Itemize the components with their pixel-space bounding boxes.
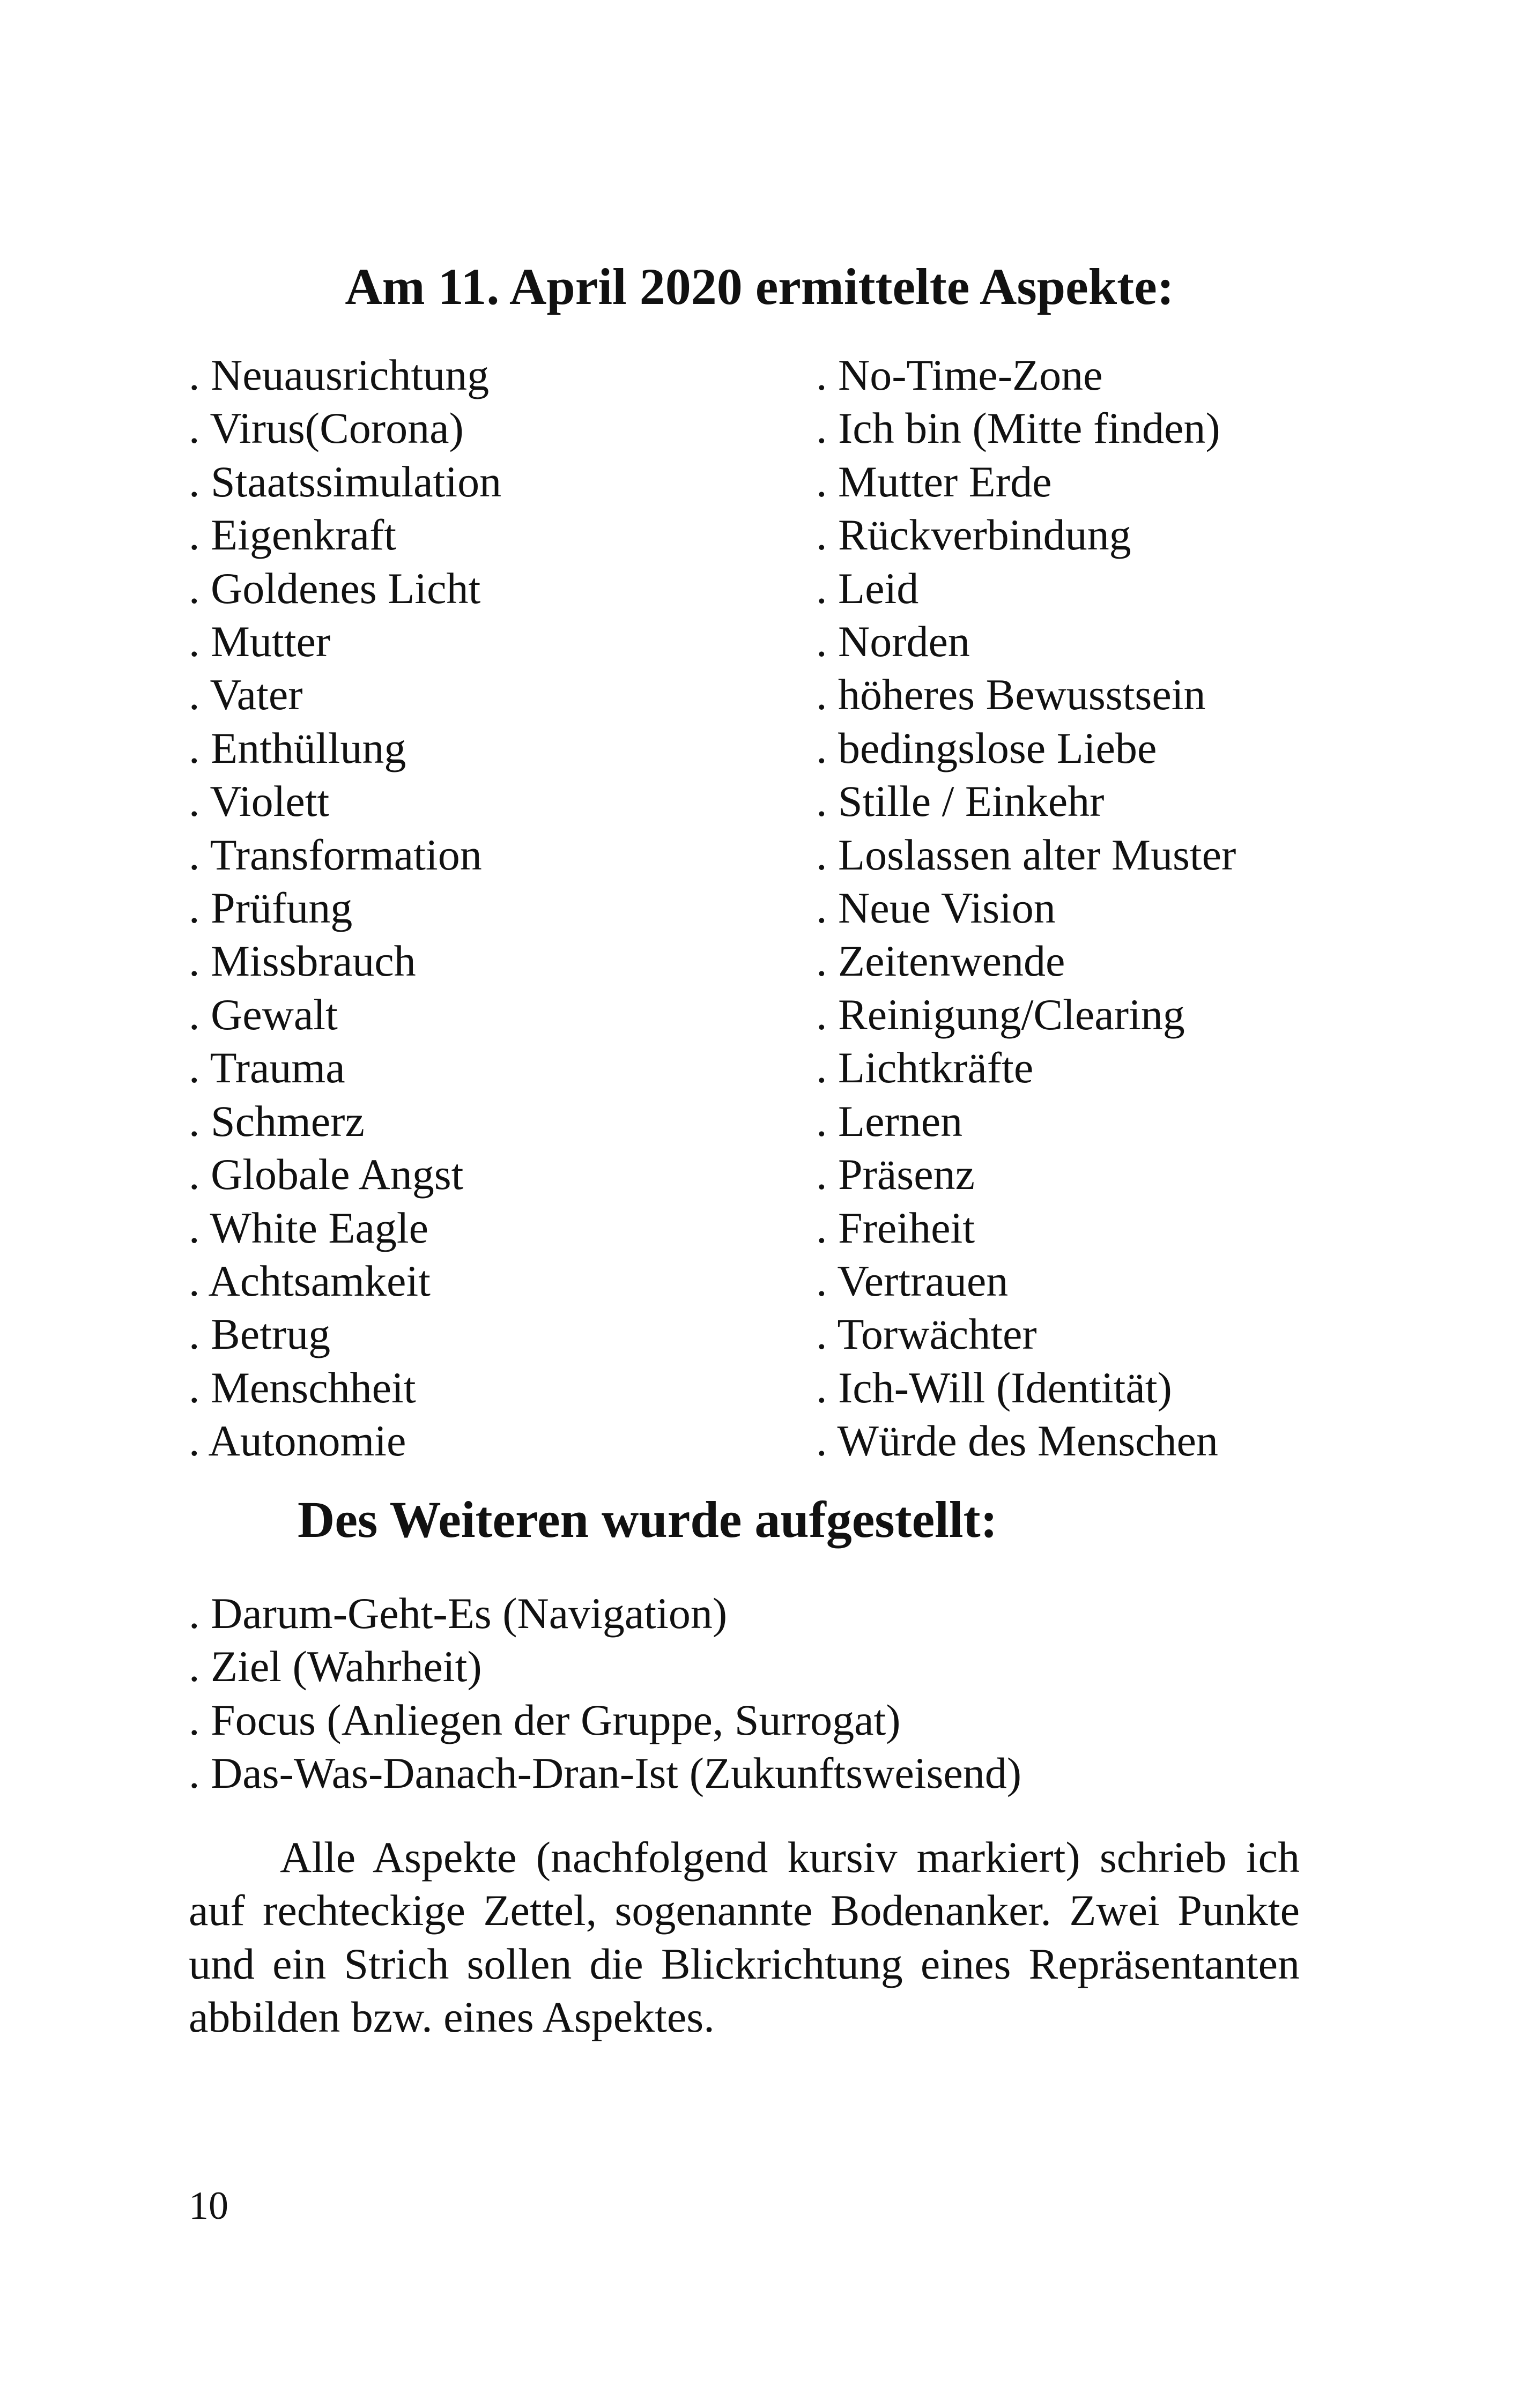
list-item: . Reinigung/Clearing xyxy=(816,990,1185,1039)
list-item: . Enthüllung xyxy=(189,723,406,772)
list-item: . Lernen xyxy=(816,1096,963,1146)
list-item: . Achtsamkeit xyxy=(189,1256,431,1305)
list-item: . Vertrauen xyxy=(816,1256,1009,1305)
list-item: . Norden xyxy=(816,617,970,666)
list-item: . Transformation xyxy=(189,830,482,879)
list-item: . Rückverbindung xyxy=(816,510,1131,560)
list-item: . Ziel (Wahrheit) xyxy=(189,1642,482,1691)
list-item: . Torwächter xyxy=(816,1310,1037,1359)
list-item: . Menschheit xyxy=(189,1363,416,1412)
list-item: . Prüfung xyxy=(189,883,353,933)
list-item: . Vater xyxy=(189,670,303,719)
list-item: . Virus(Corona) xyxy=(189,404,464,453)
list-item: . bedingslose Liebe xyxy=(816,723,1157,772)
list-item: . Globale Angst xyxy=(189,1150,464,1199)
list-item: . Schmerz xyxy=(189,1096,365,1146)
list-item: . Violett xyxy=(189,777,330,826)
list-item: . Ich-Will (Identität) xyxy=(816,1363,1172,1412)
list-item: . Leid xyxy=(816,563,919,613)
list-item: . Neuausrichtung xyxy=(189,351,490,399)
list-item: . höheres Bewusstsein xyxy=(816,670,1206,719)
list-item: . Autonomie xyxy=(189,1416,406,1466)
list-item: . Das-Was-Danach-Dran-Ist (Zukunftsweisend) xyxy=(189,1749,1022,1798)
list-item: . Ich bin (Mitte finden) xyxy=(816,404,1220,453)
list-item: . Darum-Geht-Es (Navigation) xyxy=(189,1589,728,1638)
list-item: . Betrug xyxy=(189,1310,331,1359)
list-item: . Staatssimulation xyxy=(189,457,502,506)
list-item: . Stille / Einkehr xyxy=(816,777,1105,826)
list-item: . Mutter Erde xyxy=(816,457,1052,506)
list-item: . Eigenkraft xyxy=(189,510,397,560)
list-item: . Freiheit xyxy=(816,1203,975,1252)
list-item: . Trauma xyxy=(189,1043,345,1092)
list-item: . Würde des Menschen xyxy=(816,1416,1218,1466)
list-item: . White Eagle xyxy=(189,1203,429,1252)
heading-aspects: Am 11. April 2020 ermittelte Aspekte: xyxy=(345,258,1174,315)
list-item: . Neue Vision xyxy=(816,883,1056,933)
list-item: . Lichtkräfte xyxy=(816,1043,1034,1092)
page-number: 10 xyxy=(189,2184,228,2228)
aspect-list-left xyxy=(189,348,501,1468)
list-item: . Goldenes Licht xyxy=(189,563,481,613)
list-item: . No-Time-Zone xyxy=(816,351,1103,399)
list-item: . Focus (Anliegen der Gruppe, Surrogat) xyxy=(189,1695,901,1744)
list-item: . Präsenz xyxy=(816,1150,975,1199)
list-item: . Zeitenwende xyxy=(816,937,1065,986)
list-item: . Loslassen alter Muster xyxy=(816,830,1236,879)
further-list xyxy=(189,1587,1021,1800)
list-item: . Missbrauch xyxy=(189,937,416,986)
heading-further: Des Weiteren wurde aufgestellt: xyxy=(298,1491,998,1548)
list-item: . Mutter xyxy=(189,617,331,666)
body-paragraph: Alle Aspekte (nachfolgend kursiv markiert) schrieb ich auf rechteckige Zettel, sogenannte Bodenanker. Zwei Punkte und ein Strich sollen die Blickrichtung eines Repräsentanten abbilden bzw. eines Aspektes. xyxy=(189,1833,1300,2042)
list-item: . Gewalt xyxy=(189,990,338,1039)
aspect-list-right xyxy=(816,348,1236,1468)
